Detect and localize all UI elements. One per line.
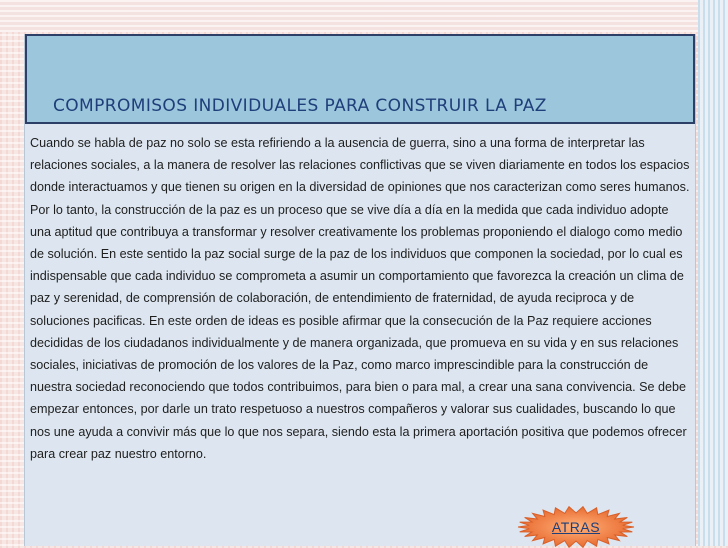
decorative-top-stripe: [0, 0, 728, 32]
atras-button-label: ATRAS: [551, 519, 601, 535]
slide-body-text: Cuando se habla de paz no solo se esta refiriendo a la ausencia de guerra, sino a una forma de interpretar las relaciones sociales, a la manera de resolver las relaciones conflictivas que se viven diariamente en todos los espacios donde interactuamos y que tienen su origen en la diversidad de opiniones que nos caracterizan como seres humanos. Por lo tanto, la construcción de la paz es un proceso que se vive día a día en la medida que cada individuo adopte una aptitud que contribuya a transformar y resolver creativamente los problemas proponiendo el dialogo como medio de solución. En este sentido la paz social surge de la paz de los individuos que componen la sociedad, por lo cual es indispensable que cada individuo se comprometa a asumir un comportamiento que favorezca la creación un clima de paz y serenidad, de comprensión de colaboración, de entendimiento de fraternidad, de ayuda reciproca y de soluciones pacificas. En este orden de ideas es posible afirmar que la consecución de la Paz requiere acciones decididas de los ciudadanos individualmente y de manera organizada, que promueva en su vida y en sus relaciones sociales, iniciativas de promoción de los valores de la Paz, como marco imprescindible para la construcción de nuestra sociedad reconociendo que todos contribuimos, para bien o para mal, a crear una sana convivencia. Se debe empezar entonces, por darle un trato respetuoso a nuestros compañeros y valorar sus cualidades, buscando lo que nos une ayuda a convivir más que lo que nos separa, siendo esta la primera aportación positiva que podemos ofrecer para crear paz nuestro entorno.: [30, 136, 690, 461]
slide-title: COMPROMISOS INDIVIDUALES PARA CONSTRUIR LA PAZ: [53, 96, 547, 116]
slide-panel: [24, 34, 696, 546]
atras-button[interactable]: [517, 506, 635, 548]
decorative-right-stripe: [698, 0, 728, 546]
